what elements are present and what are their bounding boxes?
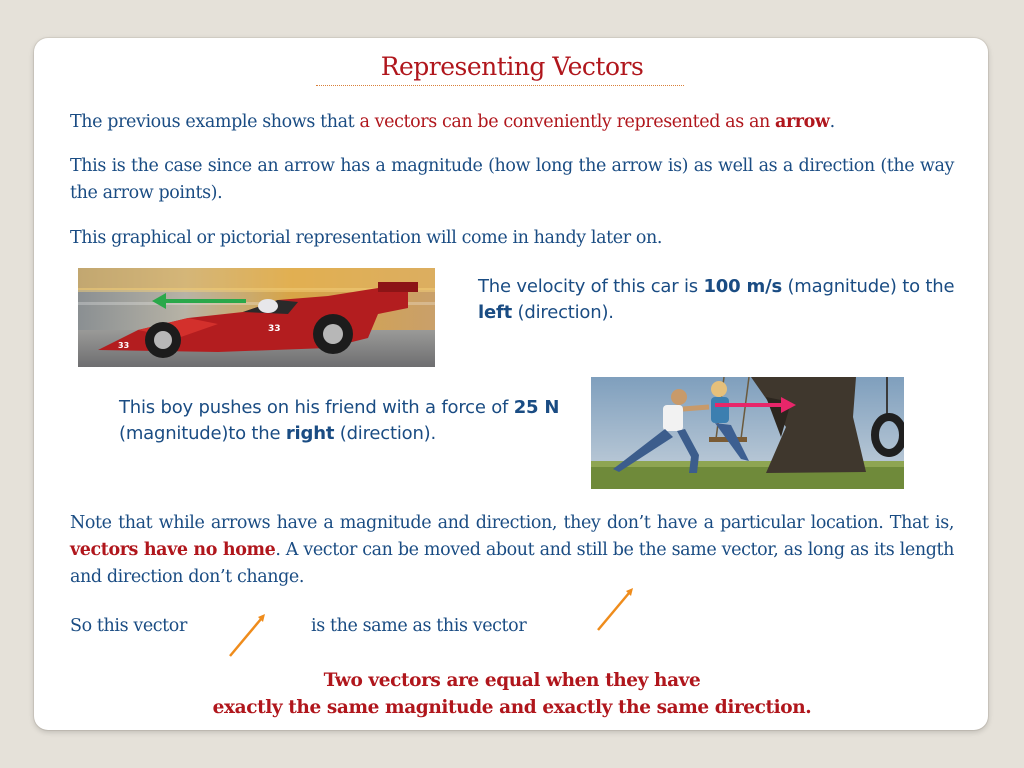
- boy-swing-illustration: [591, 377, 904, 489]
- race-car-illustration: [78, 268, 435, 367]
- vector-arrow-left: [225, 610, 269, 660]
- p4-highlight: vectors have no home: [70, 540, 276, 560]
- boy-caption-direction: right: [285, 423, 335, 444]
- car-caption: [478, 274, 958, 326]
- p4-suffix: . A vector can be moved about and still be the same vector, as long as its length and direction don’t change.: [70, 540, 954, 587]
- car-caption-suffix: (direction).: [512, 302, 614, 323]
- car-number-nose: 33: [118, 341, 130, 350]
- title-underline: [316, 85, 684, 86]
- boy-caption: [119, 395, 574, 447]
- paragraph-magnitude-direction: This is the case since an arrow has a magnitude (how long the arrow is) as well as a direction (the way the arrow points).: [70, 156, 954, 203]
- conclusion-line-2: exactly the same magnitude and exactly the same direction.: [212, 697, 812, 718]
- p1-bold-arrow: arrow: [775, 112, 830, 132]
- slide-title: Representing Vectors: [380, 52, 644, 81]
- boy-caption-prefix: This boy pushes on his friend with a force of: [119, 397, 514, 418]
- race-car-photo: [78, 268, 435, 367]
- car-caption-middle: (magnitude) to the: [781, 276, 955, 297]
- boy-caption-suffix: (direction).: [334, 423, 437, 444]
- p1-highlight: a vectors can be conveniently represented as an: [359, 112, 776, 132]
- paragraph-no-home: [70, 510, 954, 591]
- p1-suffix: .: [829, 112, 835, 132]
- paragraph-graphical: This graphical or pictorial representation will come in handy later on.: [70, 228, 663, 248]
- vector-arrow-right: [593, 584, 637, 634]
- boy-swing-photo: [591, 377, 904, 489]
- same-vector-left-label: So this vector: [70, 616, 187, 636]
- p4-prefix: Note that while arrows have a magnitude and direction, they don’t have a particular location. That is,: [70, 513, 954, 533]
- car-caption-direction: left: [478, 302, 513, 323]
- conclusion-line-1: Two vectors are equal when they have: [323, 670, 701, 691]
- boy-caption-magnitude: 25 N: [513, 397, 560, 418]
- car-caption-magnitude: 100 m/s: [703, 276, 782, 297]
- same-vector-right-label: is the same as this vector: [311, 616, 527, 636]
- paragraph-arrow-intro: [70, 109, 954, 136]
- car-caption-prefix: The velocity of this car is: [478, 276, 704, 297]
- boy-caption-middle: (magnitude)to the: [119, 423, 286, 444]
- p1-prefix: The previous example shows that: [70, 112, 360, 132]
- car-number-side: 33: [268, 324, 281, 334]
